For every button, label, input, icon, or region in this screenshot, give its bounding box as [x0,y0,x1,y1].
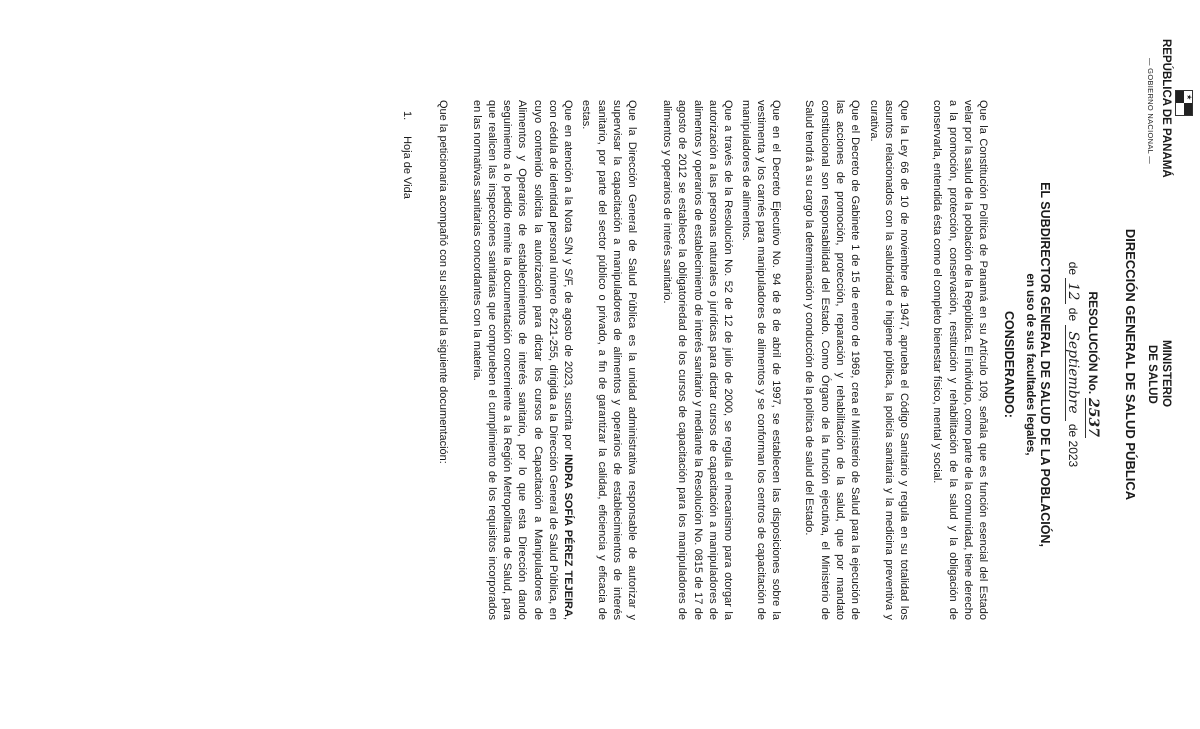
considerando-heading: CONSIDERANDO: [1002,311,1016,418]
paragraph-7-body: , con cédula de identidad personal número 8-221-255, dirigida a la Dirección General de Salud Pública, en cuyo contenido solicita la autorización para dictar los cursos de Capacitación a Manipuladores de Alimentos y Operarios de establecimientos de interés sanitario, por lo que esta Dirección dando seguimiento a lo pedido remite la documentación concerniente a la Región Metropolitana de Salud, para que realicen las inspecciones sanitarias que comprueben el cumplimiento de los requisitos incorporados en las normativas sanitarias concordantes con la materia. [470,100,574,620]
paragraph-4: Que en el Decreto Ejecutivo No. 94 de 8 de abril de 1997, se establecen las disposiciones sobre la vestimenta y los carnés para manipuladores de alimentos y se conforman los centros de capacitación de manipuladores de alimentos. [739,100,782,620]
paragraph-6: Que la Dirección General de Salud Pública es la unidad administrativa responsable de autorizar y supervisar la capacitación a manipuladores de alimentos y operarios de establecimientos de interés sanitario, por parte del sector público o privado, a fin de garantizar la calidad, eficiencia y eficacia de estas. [580,100,638,620]
date-day: 12 [1065,278,1080,304]
panama-flag-icon: ★ ★ [1175,90,1193,116]
country-name: REPÚBLICA DE PANAMÁ [1160,39,1172,178]
list-item-number: 1. [401,111,413,121]
paragraph-5: Que a través de la Resolución No. 52 de 12 de julio de 2000, se regula el mecanismo para otorgar la autorización a las personas naturales o jurídicas para dictar cursos de capacitación a manipuladores de alimentos y operarios de establecimiento de interés sanitario y mediante la Resolución No. 0815 de 17 de agosto de 2012 se establece la obligatoriedad de los cursos de capacitación para los manipuladores de alimentos y operarios de interés sanitario. [661,100,734,620]
list-item-text: Hoja de Vida [401,136,413,199]
paragraph-7 [469,100,575,620]
resolution-date-line [1065,0,1080,729]
paragraph-8: Que la peticionaria acompañó con su solicitud la siguiente documentación: [437,100,449,464]
issuer-title: EL SUBDIRECTOR GENERAL DE SALUD DE LA POBLACIÓN, [1038,182,1052,547]
ministry-label-line2: DE SALUD [1146,345,1158,404]
date-year: de 2023 [1066,423,1080,468]
department-title: DIRECCIÓN GENERAL DE SALUD PÚBLICA [1123,228,1138,501]
issuer-subtitle: en uso de sus facultades legales, [1024,273,1036,456]
paragraph-3: Que el Decreto de Gabinete 1 de 15 de enero de 1969, crea el Ministerio de Salud para la ejecución de las acciones de promoción, protección, reparación y rehabilitación de la salud, que por mandato constitucional son responsabilidad del Estado. Como Órgano de la función ejecutiva, el Ministerio de Salud tendrá a su cargo la determinación y conducción de la política de salud del Estado. [803,100,861,620]
resolution-number: 2537 [1085,398,1101,437]
date-de-2: de [1066,307,1080,322]
government-label: — GOBIERNO NACIONAL — [1146,58,1155,165]
date-month: Septiembre [1065,325,1080,421]
paragraph-7-intro: Que en atención a la Nota S/N y S/F, de agosto de 2023, suscrita por [562,100,574,451]
paragraph-1: Que la Constitución Política de Panamá en su Artículo 109, señala que es función esencial del Estado velar por la salud de la población de la República. El individuo, como parte de la comunidad, tiene derecho a la promoción, protección, conservación, restitución y rehabilitación de la salud y la obligación de conservarla, entendida ésta como el completo bienestar físico, mental y social. [931,100,989,620]
ministry-label-line1: MINISTERIO [1160,340,1172,408]
resolution-label: RESOLUCIÓN No. [1086,291,1100,395]
petitioner-name: INDRA SOFÍA PÉREZ TEJEIRA [562,454,574,617]
resolution-number-line [1085,0,1100,729]
paragraph-2: Que la Ley 66 de 10 de noviembre de 1947, aprueba el Código Sanitario y regula en su totalidad los asuntos relacionados con la salubridad e higiene pública, la policía sanitaria y la medicina preventiva y curativa. [867,100,910,620]
list-item [401,111,413,199]
date-de-1: de [1066,261,1080,276]
